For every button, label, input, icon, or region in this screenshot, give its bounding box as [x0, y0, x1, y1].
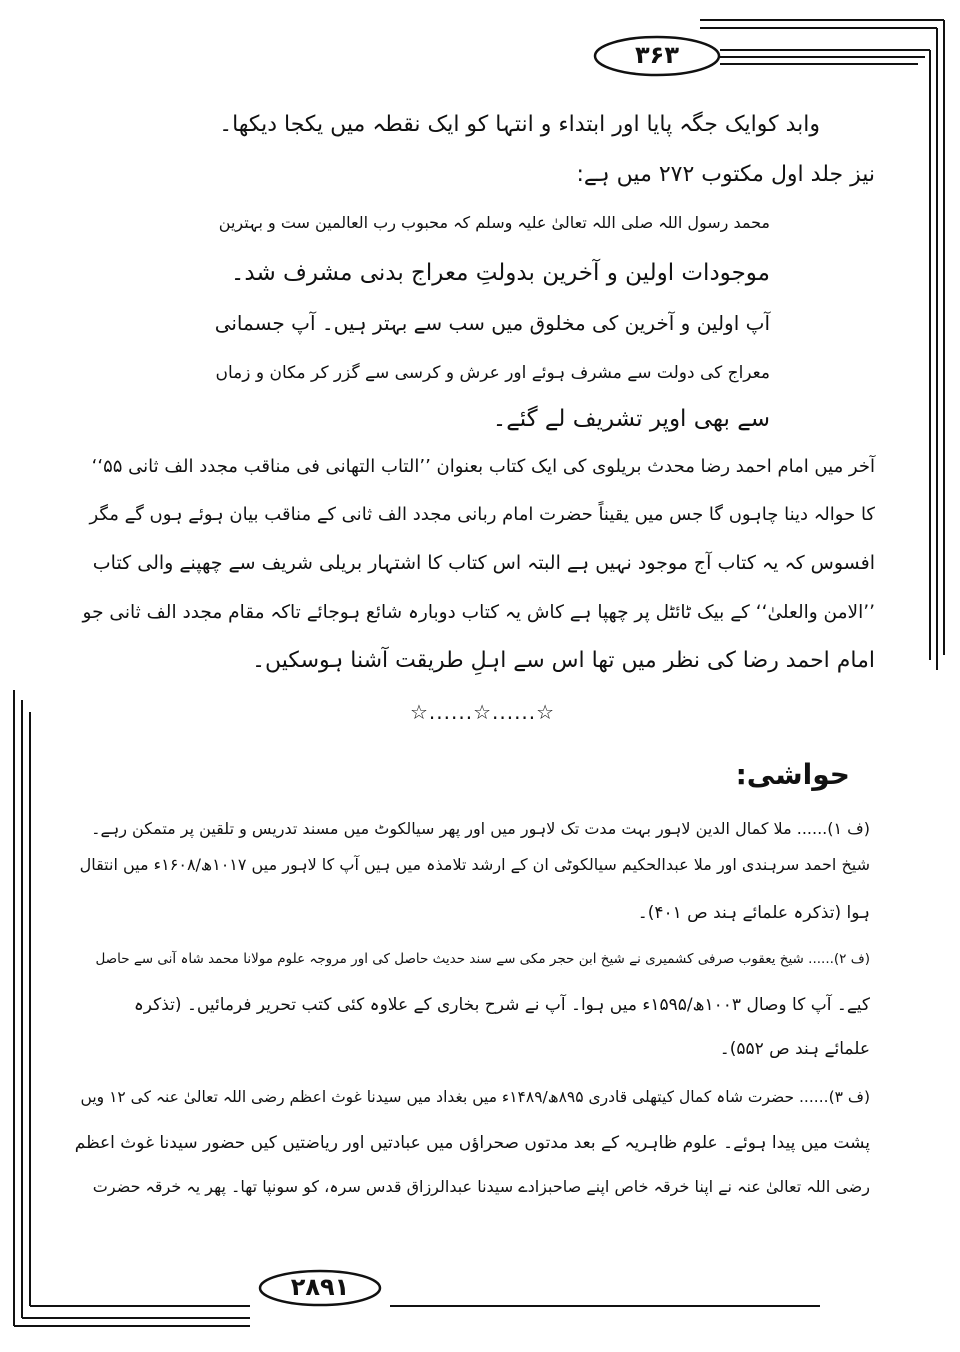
bottom-page-number: ۲۸۹۱ — [290, 1273, 350, 1301]
footnote-3-line-1: (ف ۳)...... حضرت شاہ کمال کیتھلی قادری ۸۹۵ھ/۱۴۸۹ء میں بغداد میں سیدنا غوث اعظم رضی اللہ تعالیٰ عنہ کی ۱۲ ویں — [80, 1088, 870, 1106]
footnote-3-line-2: پشت میں پیدا ہوئے۔ علوم ظاہریہ کے بعد مدتوں صحراؤں میں عبادتیں اور ریاضتیں کیں حضور سیدنا غوث اعظم — [74, 1133, 870, 1153]
main-line-1: وابد کوایک جگہ پایا اور ابتداء و انتہا کو ایک نقطہ میں یکجا دیکھا۔ — [219, 112, 820, 137]
urdu-quote-line-1: آپ اولین و آخرین کی مخلوق میں سب سے بہتر ہیں۔ آپ جسمانی — [214, 311, 770, 335]
footnote-2-line-3: علمائے ہند ص ۵۵۲)۔ — [719, 1039, 870, 1059]
paragraph-line-5: امام احمد رضا کی نظر میں تھا اس سے اہلِ طریقت آشنا ہوسکیں۔ — [252, 648, 875, 673]
footnote-1-line-2: شیخ احمد سرہندی اور ملا عبدالحکیم سیالکوٹی ان کے ارشد تلامذہ میں ہیں آپ کا لاہور میں ۱۰۱۷ھ/۱۶۰۸ء میں انتقال — [79, 855, 870, 874]
paragraph-line-4: ’’الامن والعلیٰ‘‘ کے بیک ٹائٹل پر چھپا ہے کاش یہ کتاب دوبارہ شائع ہوجائے تاکہ مقام مجدد الف ثانی جو — [82, 602, 875, 623]
persian-quote-line-1: محمد رسول اللہ صلی اللہ تعالیٰ علیہ وسلم کہ محبوب رب العالمین ست و بہترین — [218, 213, 770, 232]
persian-quote-line-2: موجودات اولین و آخرین بدولتِ معراج بدنی مشرف شد۔ — [230, 260, 770, 286]
footnote-1-line-1: (ف ۱)...... ملا کمال الدین لاہور بہت مدت تک لاہور میں اور پھر سیالکوٹ میں مسند تدریس و تلقین پر متمکن رہے۔ — [91, 819, 870, 838]
section-separator: ☆......☆......☆ — [410, 700, 556, 724]
footnote-1-line-3: ہوا (تذکرہ علمائے ہند ص ۴۰۱)۔ — [637, 903, 870, 923]
urdu-quote-line-3: سے بھی اوپر تشریف لے گئے۔ — [492, 406, 770, 432]
top-page-number: ۳۶۳ — [635, 41, 679, 69]
paragraph-line-2: کا حوالہ دینا چاہوں گا جس میں یقیناً حضرت امام ربانی مجدد الف ثانی کے مناقب بیان ہوئے ہوں گے مگر — [89, 504, 875, 525]
footnote-2-line-2: کیے۔ آپ کا وصال ۱۰۰۳ھ/۱۵۹۵ء میں ہوا۔ آپ نے شرح بخاری کے علاوہ کئی کتب تحریر فرمائیں۔ (تذکرہ — [133, 995, 870, 1015]
footnote-2-line-1: (ف ۲)...... شیخ یعقوب صرفی کشمیری نے شیخ ابن حجر مکی سے سند حدیث حاصل کی اور مروجہ علوم مولانا محمد شاہ آنی سے حاصل — [95, 951, 870, 967]
paragraph-line-3: افسوس کہ یہ کتاب آج موجود نہیں ہے البتہ اس کتاب کا اشتہار بریلی شریف سے چھپنے والی کتاب — [92, 552, 875, 574]
paragraph-line-1: آخر میں امام احمد رضا محدث بریلوی کی ایک کتاب بعنوان ’’التاب التھانی فی مناقب مجدد الف ثانی ۵۵‘‘ — [91, 456, 875, 477]
urdu-quote-line-2: معراج کی دولت سے مشرف ہوئے اور عرش و کرسی سے گزر کر مکان و زماں — [215, 363, 770, 383]
footnotes-heading: حواشی: — [735, 758, 850, 791]
main-line-2: نیز جلد اول مکتوب ۲۷۲ میں ہے: — [576, 162, 875, 187]
footnote-3-line-3: رضی اللہ تعالیٰ عنہ نے اپنا خرقہ خاص اپنے صاحبزادے سیدنا عبدالرزاق قدس سرہ، کو سونپا تھا۔ پھر یہ خرقہ حضرت — [92, 1177, 870, 1196]
